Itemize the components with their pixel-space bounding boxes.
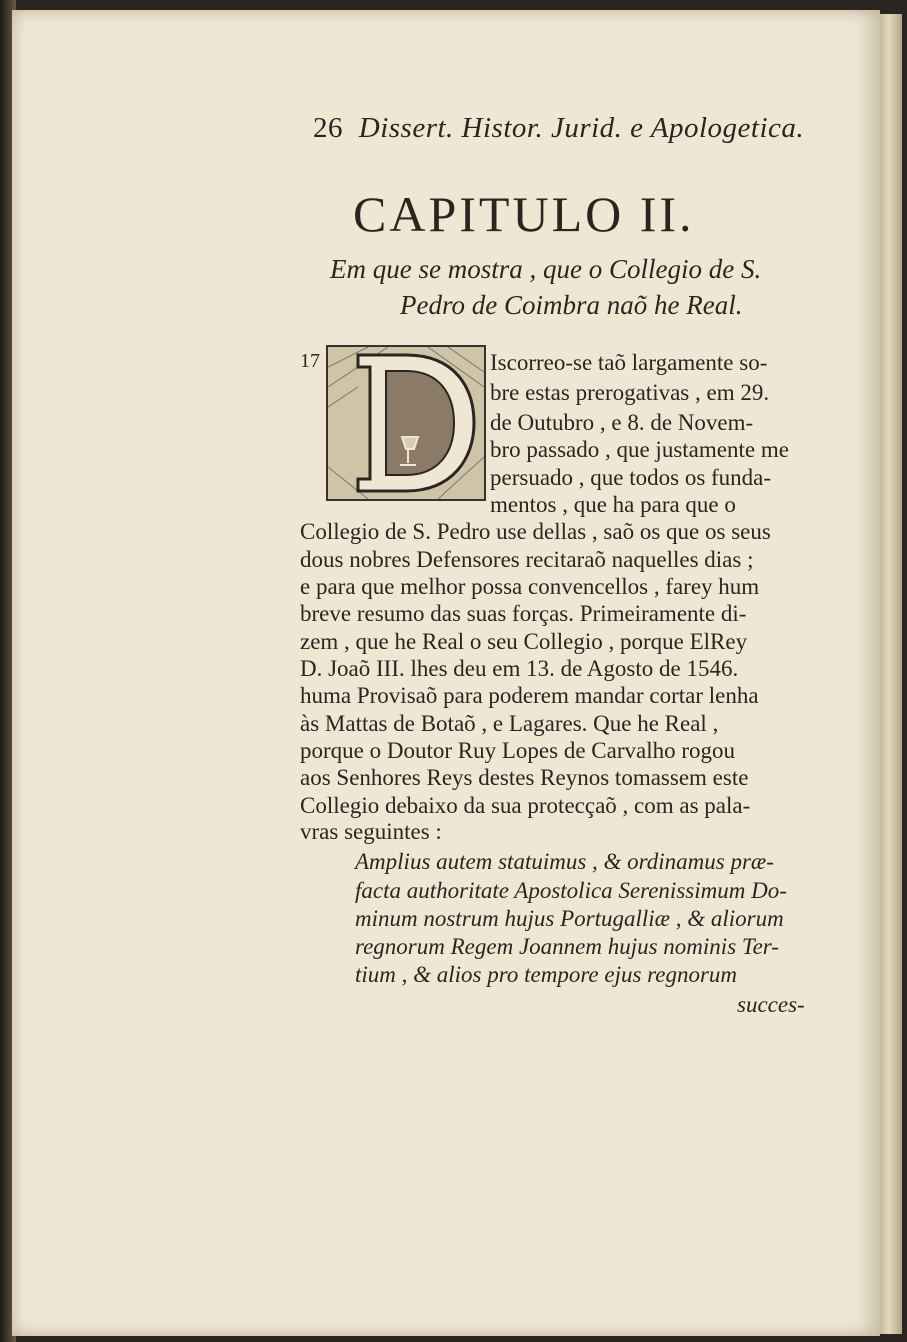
- quote-line: Amplius autem statuimus , & ordinamus præ-: [355, 849, 774, 874]
- body-line: Collegio debaixo da sua protecçaõ , com as pala-: [300, 793, 751, 818]
- quote-line: facta authoritate Apostolica Serenissimum Do-: [355, 878, 787, 903]
- body-line: Collegio de S. Pedro use dellas , saõ os que os seus: [300, 519, 771, 544]
- body-line: mentos , que ha para que o: [490, 492, 736, 517]
- body-line: aos Senhores Reys destes Reynos tomassem este: [300, 765, 749, 790]
- body-line: breve resumo das suas forças. Primeiramente di-: [300, 601, 747, 626]
- catchword: succes-: [737, 992, 805, 1017]
- body-line: dous nobres Defensores recitaraõ naquelles dias ;: [300, 547, 754, 572]
- body-line: de Outubro , e 8. de Novem-: [490, 410, 754, 435]
- decorated-initial-d: [326, 345, 486, 501]
- page-number: 26: [313, 112, 343, 144]
- quote-line: minum nostrum hujus Portugalliæ , & aliorum: [355, 906, 784, 931]
- body-line: porque o Doutor Ruy Lopes de Carvalho rogou: [300, 738, 736, 763]
- quote-line: tium , & alios pro tempore ejus regnorum: [355, 962, 738, 987]
- running-header: [313, 112, 805, 145]
- chapter-title: CAPITULO II.: [353, 186, 695, 242]
- body-line: D. Joaõ III. lhes deu em 13. de Agosto de 1546.: [300, 656, 739, 681]
- chapter-subtitle-line-2: Pedro de Coimbra naõ he Real.: [400, 290, 743, 320]
- page-edge: [880, 14, 902, 1334]
- paragraph-number: 17: [300, 350, 320, 372]
- body-line: Iscorreo-se taõ largamente so-: [490, 350, 768, 375]
- chapter-subtitle-line-1: Em que se mostra , que o Collegio de S.: [330, 254, 762, 284]
- body-line: huma Provisaõ para poderem mandar cortar lenha: [300, 683, 759, 708]
- body-line: bre estas prerogativas , em 29.: [490, 380, 770, 405]
- body-line: zem , que he Real o seu Collegio , porque ElRey: [300, 629, 748, 654]
- quote-line: regnorum Regem Joannem hujus nominis Ter-: [355, 934, 779, 959]
- body-line: às Mattas de Botaõ , e Lagares. Que he Real ,: [300, 711, 719, 736]
- body-line: persuado , que todos os funda-: [490, 465, 772, 490]
- body-line: vras seguintes :: [300, 819, 442, 844]
- running-title: Dissert. Histor. Jurid. e Apologetica.: [358, 112, 805, 144]
- body-line: bro passado , que justamente me: [490, 437, 789, 462]
- body-line: e para que melhor possa convencellos , farey hum: [300, 574, 760, 599]
